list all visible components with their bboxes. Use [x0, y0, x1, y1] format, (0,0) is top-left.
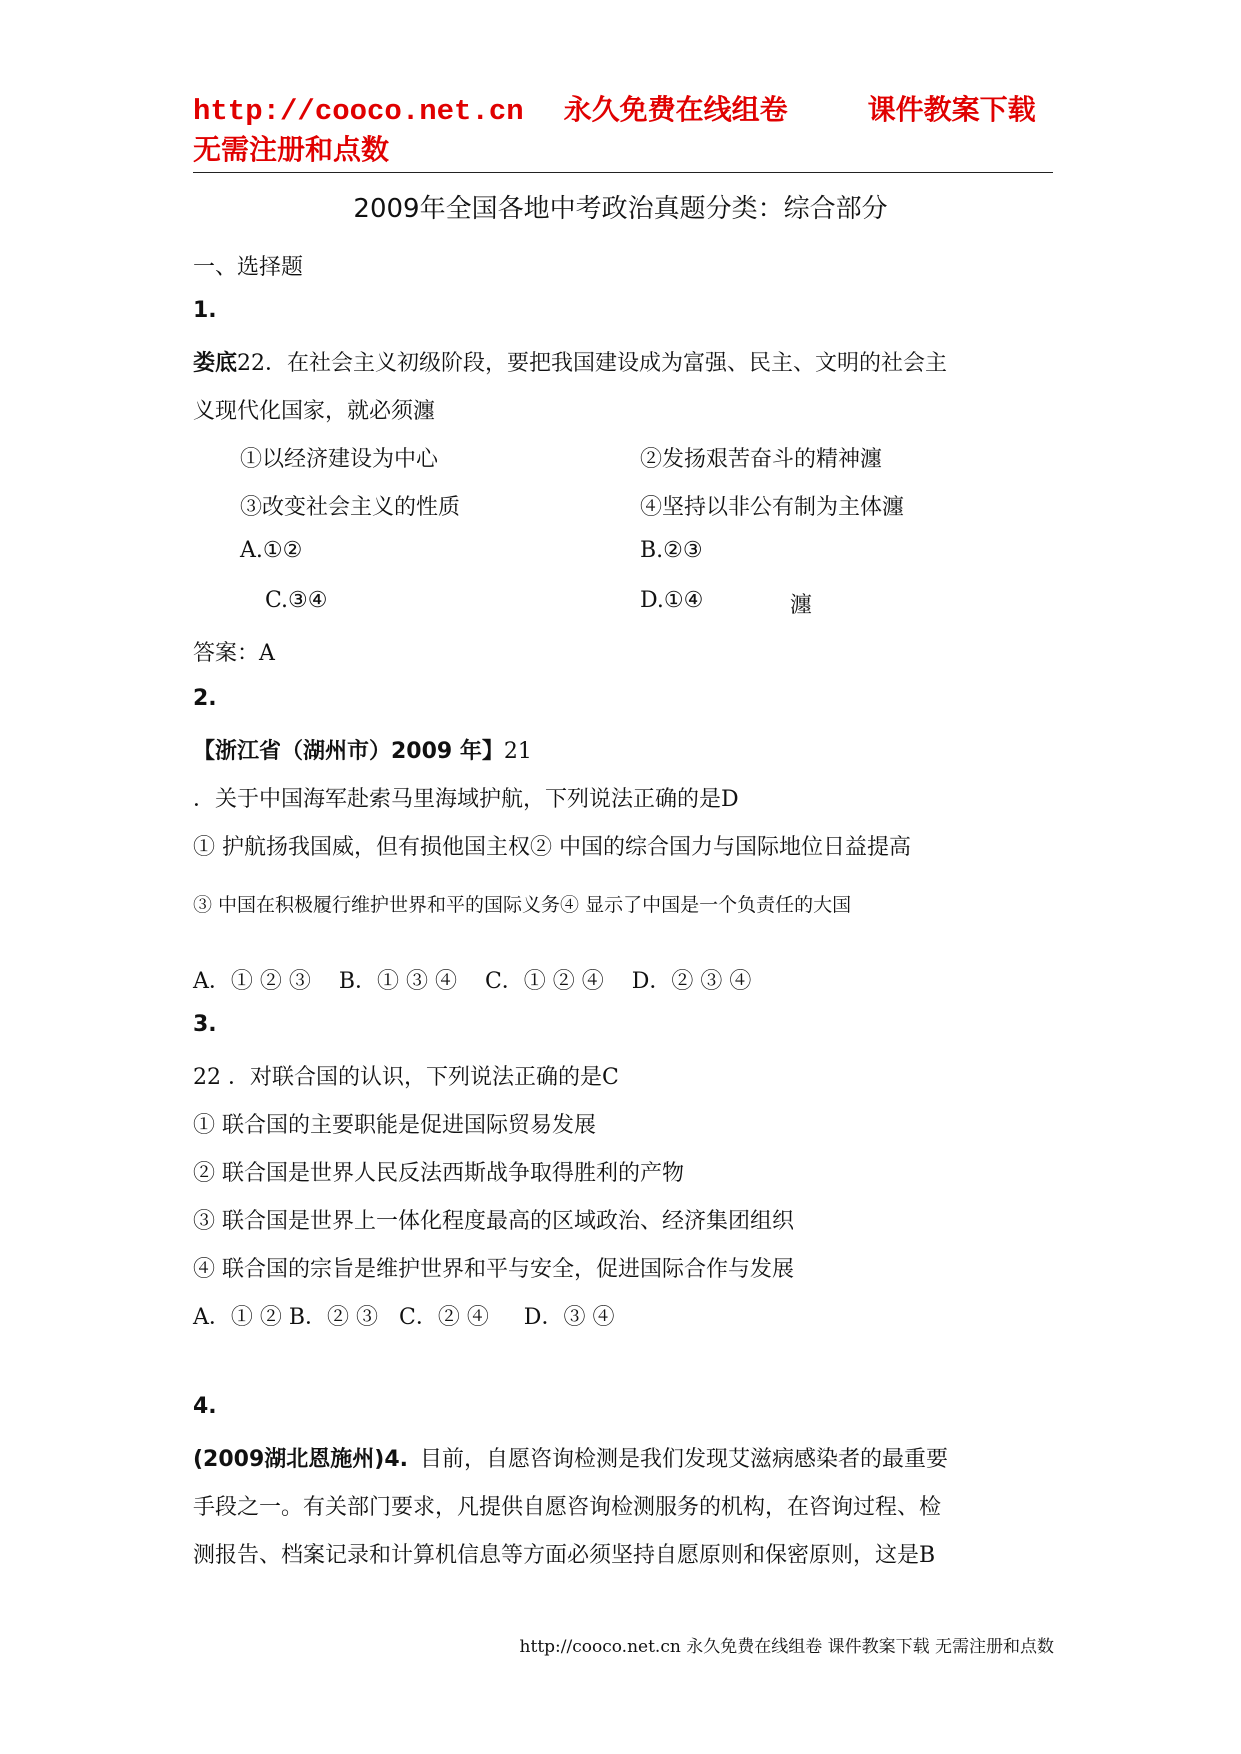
page-footer: http://cooco.net.cn 永久免费在线组卷 课件教案下载 无需注册和点数 [519, 1637, 1054, 1657]
header-divider [193, 172, 1053, 173]
header-line-1 [193, 90, 1053, 132]
q1-choice-a: A.①② [240, 538, 303, 563]
q4-number: 4. [193, 1394, 217, 1419]
q2-source-number: 21 [503, 739, 532, 764]
q3-option-4: ④ 联合国的宗旨是维护世界和平与安全，促进国际合作与发展 [193, 1257, 794, 1282]
q1-number: 1. [193, 298, 217, 323]
q2-source: 【浙江省（湖州市）2009 年】 [193, 739, 504, 764]
q2-options-3-4: ③ 中国在积极履行维护世界和平的国际义务④ 显示了中国是一个负责任的大国 [193, 894, 852, 916]
q4-source: (2009湖北恩施州)4. [193, 1447, 409, 1472]
q3-stem: 22 ．对联合国的认识，下列说法正确的是C [193, 1065, 619, 1090]
q1-option-3: ③改变社会主义的性质 [240, 495, 461, 520]
q3-option-1: ① 联合国的主要职能是促进国际贸易发展 [193, 1113, 596, 1138]
q2-options-1-2: ① 护航扬我国威，但有损他国主权② 中国的综合国力与国际地位日益提高 [193, 835, 911, 860]
header-slogan-download: 课件教案下载 [867, 93, 1036, 126]
q4-stem-text-1: 目前，自愿咨询检测是我们发现艾滋病感染者的最重要 [420, 1447, 949, 1472]
q1-choice-b: B.②③ [640, 538, 703, 563]
q4-stem-line-3: 测报告、档案记录和计算机信息等方面必须坚持自愿原则和保密原则，这是B [193, 1543, 936, 1568]
q1-option-1: ①以经济建设为中心 [240, 447, 439, 472]
section-heading: 一、选择题 [193, 255, 304, 280]
q1-option-2: ②发扬艰苦奋斗的精神瀍 [640, 447, 883, 472]
q1-choice-d: D.①④ [640, 588, 704, 613]
q1-choice-c: C.③④ [265, 588, 328, 613]
header-slogan-free: 永久免费在线组卷 [563, 93, 788, 126]
q2-source-line [193, 734, 532, 765]
q2-choices: A．① ② ③ B．① ③ ④ C．① ② ④ D．② ③ ④ [193, 969, 752, 994]
q3-choices: A．① ② B．② ③ C．② ④ D．③ ④ [193, 1305, 615, 1330]
q1-option-4: ④坚持以非公有制为主体瀍 [640, 495, 905, 520]
header-line-2 [193, 130, 1053, 170]
q3-option-3: ③ 联合国是世界上一体化程度最高的区域政治、经济集团组织 [193, 1209, 794, 1234]
q3-option-2: ② 联合国是世界人民反法西斯战争取得胜利的产物 [193, 1161, 684, 1186]
header-slogan-no-register: 无需注册和点数 [193, 133, 390, 166]
q4-stem-line-2: 手段之一。有关部门要求，凡提供自愿咨询检测服务的机构，在咨询过程、检 [193, 1495, 942, 1520]
q1-choice-d-tail: 瀍 [790, 593, 813, 618]
q1-stem-line-1 [193, 346, 947, 377]
q2-number: 2. [193, 686, 217, 711]
q1-stem-text-1: 22．在社会主义初级阶段，要把我国建设成为富强、民主、文明的社会主 [237, 351, 948, 376]
document-title: 2009年全国各地中考政治真题分类：综合部分 [353, 194, 888, 224]
q2-stem: ．关于中国海军赴索马里海域护航，下列说法正确的是D [193, 787, 739, 812]
q1-stem-line-2: 义现代化国家，就必须瀍 [193, 399, 436, 424]
q3-number: 3. [193, 1012, 217, 1037]
q1-answer: 答案：A [193, 641, 275, 666]
q4-stem-line-1 [193, 1442, 948, 1473]
q1-source: 娄底 [193, 351, 238, 376]
header-url-link[interactable]: http://cooco.net.cn [193, 95, 524, 128]
